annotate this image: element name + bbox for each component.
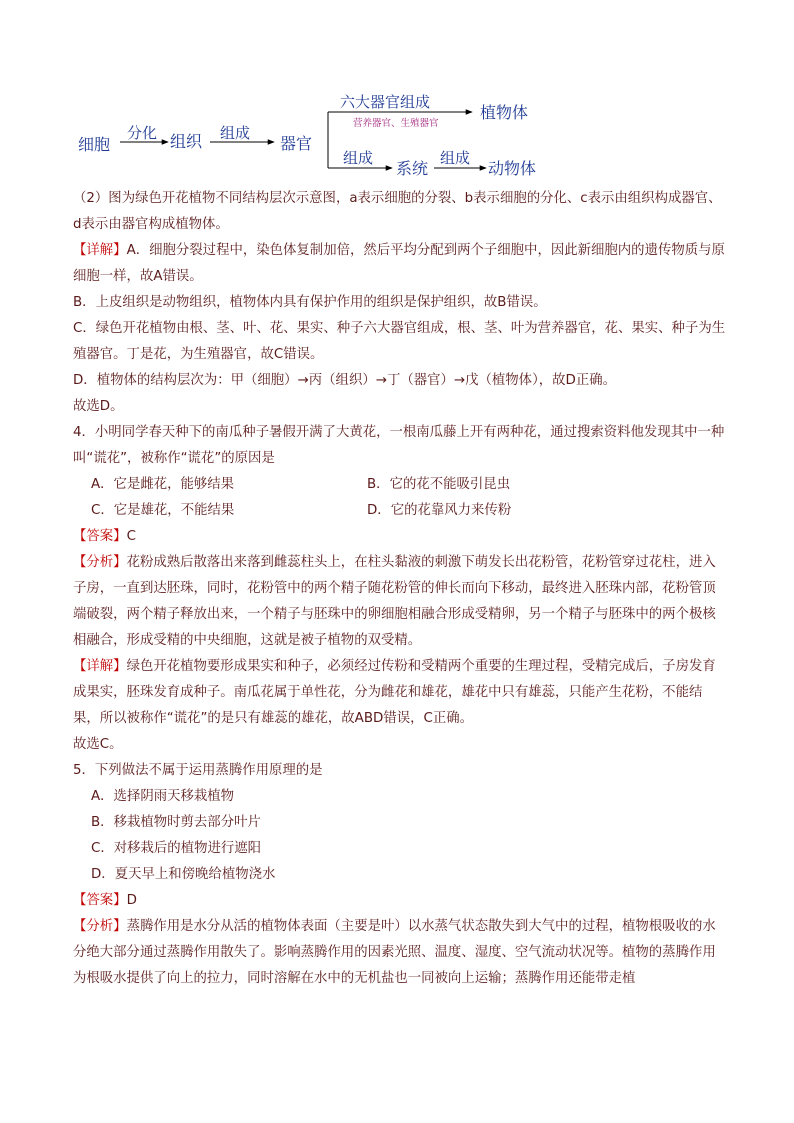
q4-stem: 4．小明同学春天种下的南瓜种子暑假开满了大黄花，一根南瓜藤上开有两种花，通过搜索资料他发现其中一种叫“谎花”，被称作“谎花”的原因是 [73, 425, 725, 466]
q5-analysis [73, 914, 729, 992]
q4-options-row1 [73, 472, 729, 498]
q4-option-b: B．它的花不能吸引昆虫 [367, 477, 511, 492]
diagram-organ: 器官 [280, 134, 313, 153]
q5-answer-value: D [126, 893, 137, 908]
q4-detail-text: 绿色开花植物要形成果实和种子，必须经过传粉和受精两个重要的生理过程，受精完成后，子房发育成果实，胚珠发育成种子。南瓜花属于单性花，分为雌花和雄花，雄花中只有雄蕊，只能产生花粉，不能结果，所以被称作“谎花”的是只有雄蕊的雄花，故ABD错误，C正确。 [73, 659, 716, 726]
q5-option-d: D．夏天早上和傍晚给植物浇水 [91, 867, 276, 882]
q5-stem: 5．下列做法不属于运用蒸腾作用原理的是 [73, 763, 323, 778]
diagram-form1: 组成 [220, 124, 251, 142]
q4-options-row2 [73, 498, 729, 524]
diagram-organ-types: 营养器官、生殖器官 [353, 118, 439, 129]
q4-option-d: D．它的花靠风力来传粉 [367, 503, 512, 518]
q3-detail-c: C．绿色开花植物由根、茎、叶、花、果实、种子六大器官组成，根、茎、叶为营养器官，花、果实、种子为生殖器官。丁是花，为生殖器官，故C错误。 [73, 321, 726, 362]
q4-detail [73, 654, 729, 732]
answer-tag: 【答案】 [73, 529, 127, 544]
answer-tag: 【答案】 [73, 893, 127, 908]
q5-answer [73, 888, 729, 914]
q3-detail-d: D．植物体的结构层次为：甲（细胞）→丙（组织）→丁（器官）→戊（植物体），故D正确。 [73, 373, 617, 388]
q5-option-a: A．选择阴雨天移栽植物 [91, 789, 235, 804]
analysis-tag: 【分析】 [73, 919, 127, 934]
diagram-form2: 组成 [343, 149, 374, 167]
q4-option-a: A．它是雌花，能够结果 [91, 477, 235, 492]
analysis-tag: 【分析】 [73, 555, 127, 570]
diagram-differentiate: 分化 [127, 124, 158, 142]
q3-note2: （2）图为绿色开花植物不同结构层次示意图，a表示细胞的分裂、b表示细胞的分化、c表示由组织构成器官、d表示由器官构成植物体。 [73, 191, 722, 232]
diagram-tissue: 组织 [170, 132, 203, 151]
q3-detail-a-text: A．细胞分裂过程中，染色体复制加倍，然后平均分配到两个子细胞中，因此新细胞内的遗传物质与原细胞一样，故A错误。 [73, 243, 725, 284]
diagram-form3: 组成 [440, 149, 471, 167]
diagram-animal: 动物体 [488, 159, 537, 178]
diagram-cell: 细胞 [78, 135, 111, 154]
q4-analysis-text: 花粉成熟后散落出来落到雌蕊柱头上，在柱头黏液的刺激下萌发长出花粉管，花粉管穿过花柱，进入子房，一直到达胚珠，同时，花粉管中的两个精子随花粉管的伸长而向下移动，最终进入胚珠内部，花粉管顶端破裂，两个精子释放出来，一个精子与胚珠中的卵细胞相融合形成受精卵，另一个精子与胚珠中的两个极核相融合，形成受精的中央细胞，这就是被子植物的双受精。 [73, 555, 716, 648]
q5-option-b: B．移栽植物时剪去部分叶片 [91, 815, 261, 830]
diagram-plant: 植物体 [480, 103, 529, 122]
structure-hierarchy-diagram [70, 92, 550, 182]
detail-tag: 【详解】 [73, 243, 127, 258]
q4-answer-value: C [126, 529, 136, 544]
q3-detail-a [73, 238, 729, 290]
q5-option-c: C．对移栽后的植物进行遮阳 [91, 841, 262, 856]
q4-choose: 故选C。 [73, 737, 123, 752]
q3-choose: 故选D。 [73, 399, 124, 414]
q4-answer [73, 524, 729, 550]
document-body [73, 186, 729, 992]
diagram-system: 系统 [396, 159, 429, 178]
q5-analysis-text: 蒸腾作用是水分从活的植物体表面（主要是叶）以水蒸气状态散失到大气中的过程，植物根吸收的水分绝大部分通过蒸腾作用散失了。影响蒸腾作用的因素光照、温度、湿度、空气流动状况等。植物的蒸腾作用为根吸水提供了向上的拉力，同时溶解在水中的无机盐也一同被向上运输；蒸腾作用还能带走植 [73, 919, 716, 986]
q3-detail-b: B．上皮组织是动物组织，植物体内具有保护作用的组织是保护组织，故B错误。 [73, 295, 547, 310]
q4-option-c: C．它是雄花，不能结果 [91, 503, 235, 518]
q4-analysis [73, 550, 729, 654]
diagram-six-organs: 六大器官组成 [340, 93, 431, 111]
detail-tag: 【详解】 [73, 659, 127, 674]
